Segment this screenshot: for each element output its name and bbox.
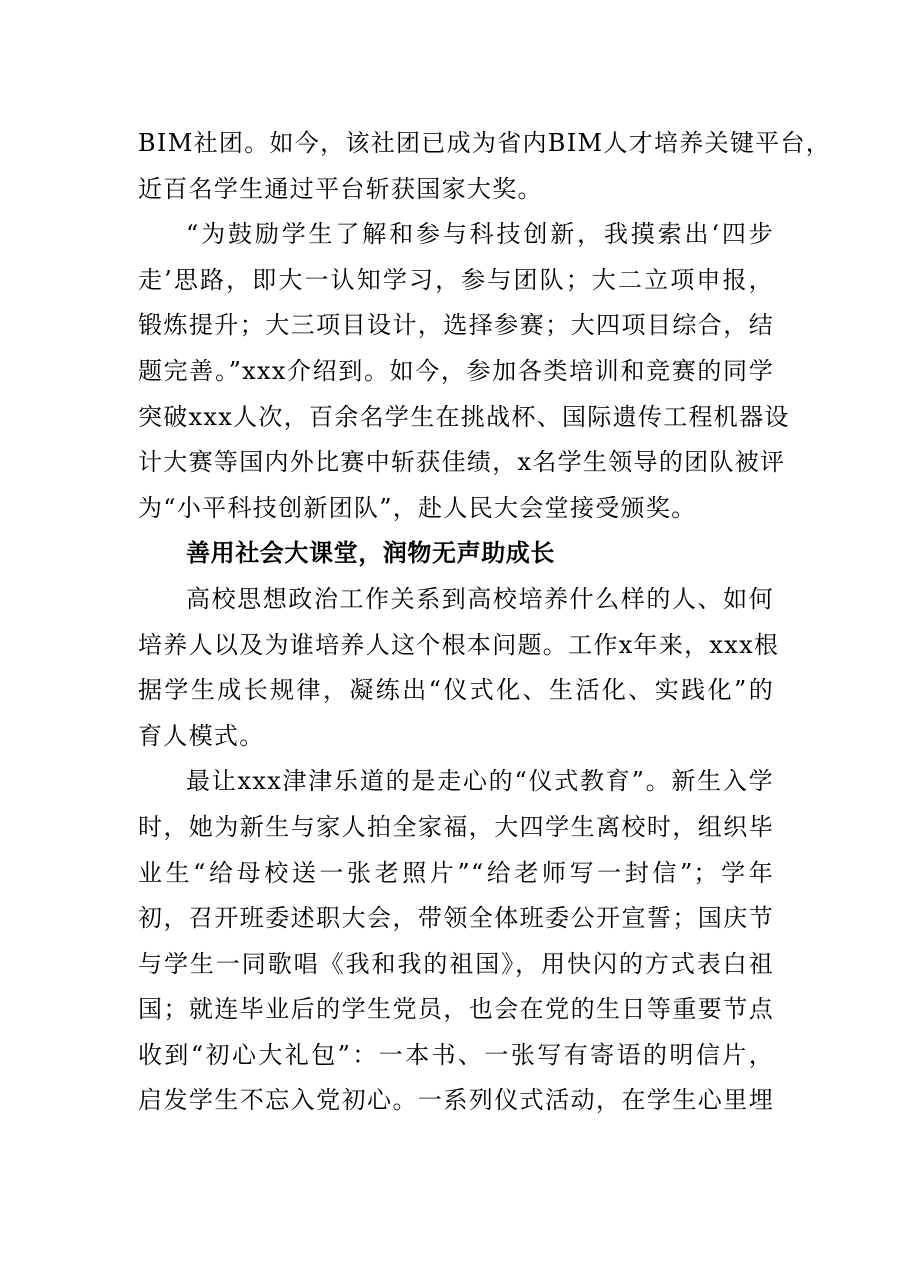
text-line: 计大赛等国内外比赛中斩获佳绩，x名学生领导的团队被评 xyxy=(138,448,786,477)
text-line: 国；就连毕业后的学生党员，也会在党的生日等重要节点 xyxy=(138,995,774,1024)
text-line: 培养人以及为谁培养人这个根本问题。工作x年来，xxx根 xyxy=(138,630,780,659)
text-line: “为鼓励学生了解和参与科技创新，我摸索出‘四步 xyxy=(186,220,774,249)
text-line: 收到“初心大礼包”：一本书、一张写有寄语的明信片， xyxy=(138,1040,774,1069)
paragraph-3 xyxy=(138,577,780,759)
text-line: 育人模式。 xyxy=(138,721,265,750)
text-line: 题完善。”xxx介绍到。如今，参加各类培训和竞赛的同学 xyxy=(138,356,774,385)
paragraph-1 xyxy=(138,121,832,212)
text-line: 启发学生不忘入党初心。一系列仪式活动，在学生心里埋 xyxy=(138,1086,774,1115)
text-line: 锻炼提升；大三项目设计，选择参赛；大四项目综合，结 xyxy=(138,311,774,340)
text-line: BIM社团。如今，该社团已成为省内BIM人才培养关键平台， xyxy=(138,129,832,157)
section-heading-text: 善用社会大课堂，润物无声助成长 xyxy=(186,539,555,568)
paragraph-2 xyxy=(138,212,790,531)
text-line: 近百名学生通过平台斩获国家大奖。 xyxy=(138,174,543,203)
section-heading xyxy=(138,531,774,577)
text-line: 为“小平科技创新团队”，赴人民大会堂接受颁奖。 xyxy=(138,493,697,522)
text-line: 走’思路，即大一认知学习，参与团队；大二立项申报， xyxy=(138,265,774,294)
text-line: 业生“给母校送一张老照片”“给老师写一封信”；学年 xyxy=(138,858,774,887)
text-line: 初，召开班委述职大会，带领全体班委公开宣誓；国庆节 xyxy=(138,904,774,933)
text-line: 与学生一同歌唱《我和我的祖国》，用快闪的方式表白祖 xyxy=(138,949,774,978)
text-line: 最让xxx津津乐道的是走心的“仪式教育”。新生入学 xyxy=(186,767,774,796)
text-line: 高校思想政治工作关系到高校培养什么样的人、如何 xyxy=(186,584,774,613)
text-line: 时，她为新生与家人拍全家福，大四学生离校时，组织毕 xyxy=(138,812,774,841)
paragraph-4 xyxy=(138,759,774,1124)
text-line: 据学生成长规律，凝练出“仪式化、生活化、实践化”的 xyxy=(138,676,774,705)
text-line: 突破xxx人次，百余名学生在挑战杯、国际遗传工程机器设 xyxy=(138,402,790,431)
document-body xyxy=(138,121,832,1124)
